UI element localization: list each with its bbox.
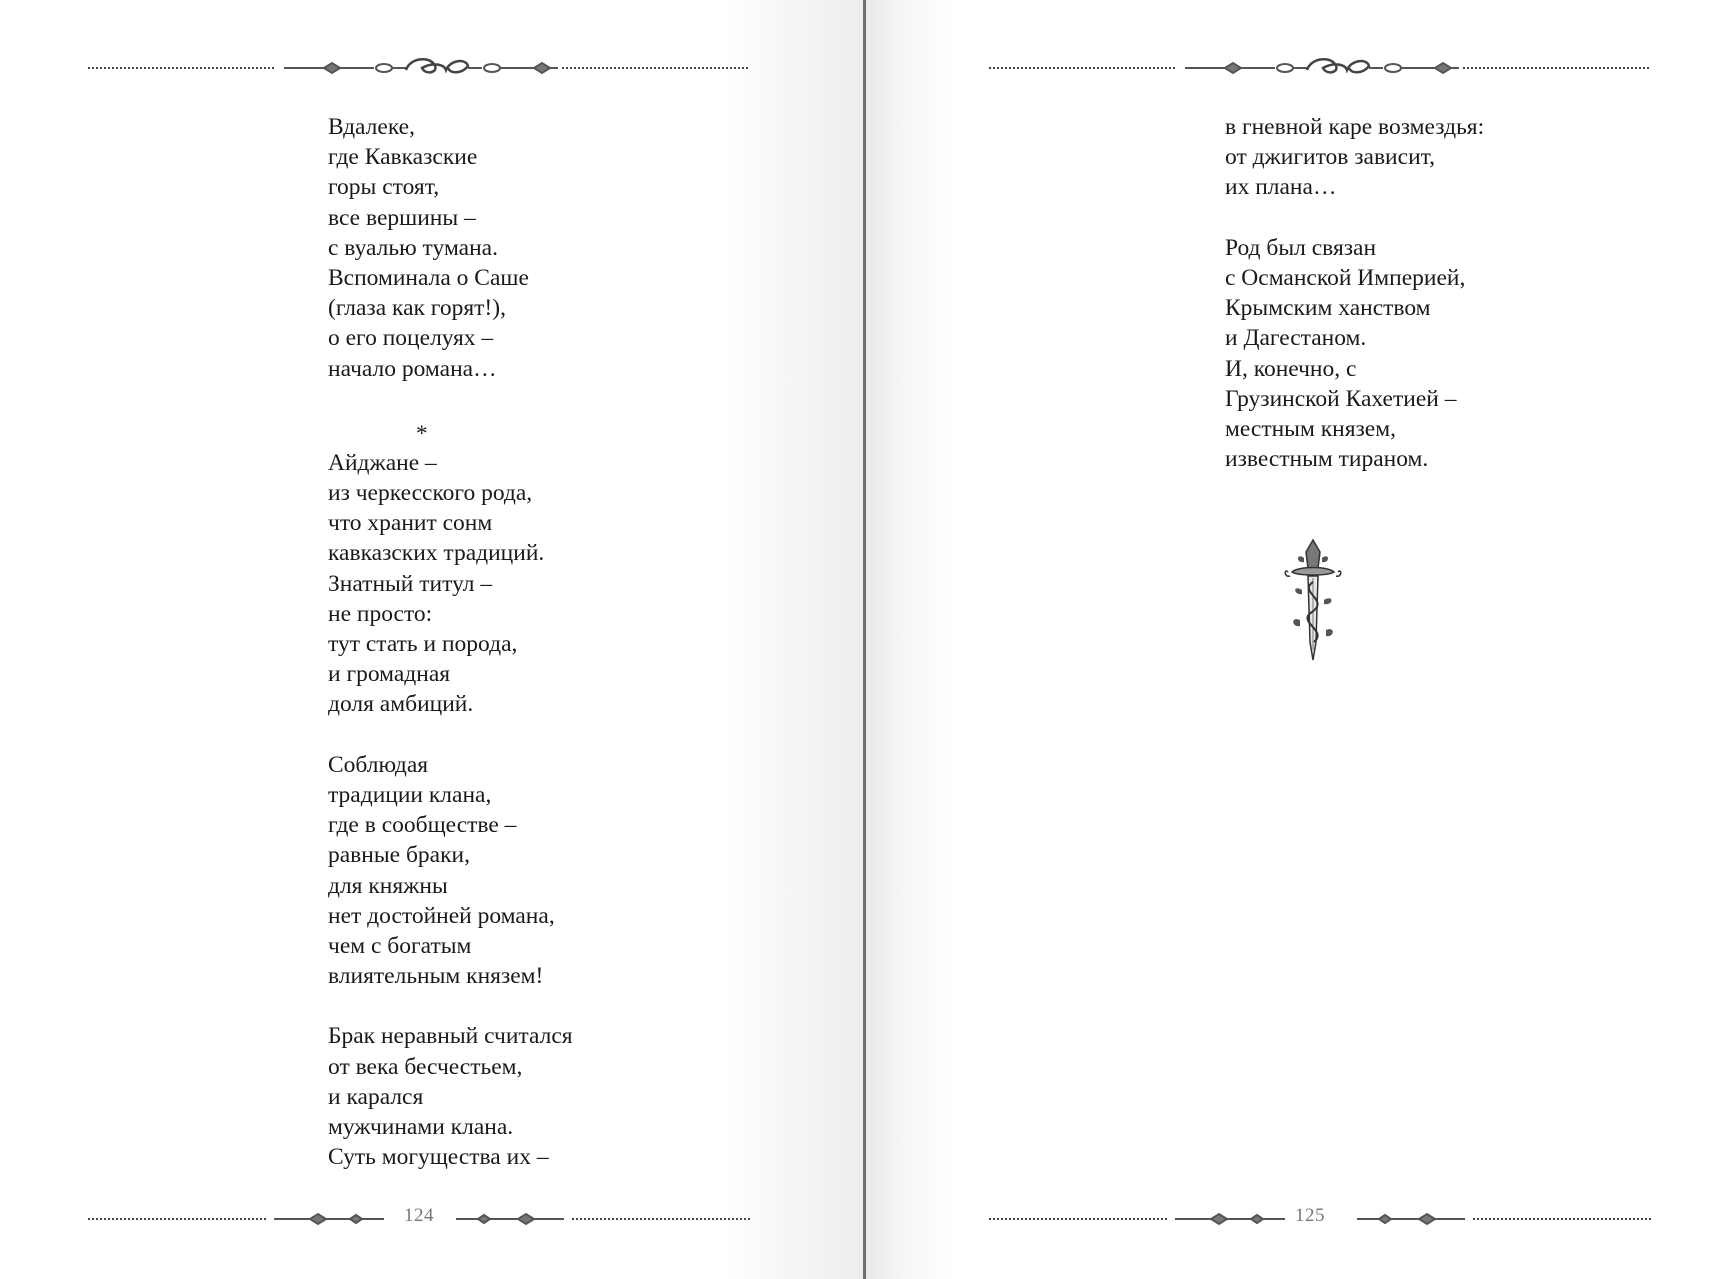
poem-line: не просто: (328, 600, 433, 627)
poem-line: Суть могущества их – (328, 1144, 549, 1171)
poem-line: мужчинами клана. (328, 1114, 514, 1140)
poem-line: что хранит сонм (328, 510, 493, 537)
stanza-gap (328, 720, 573, 750)
poem-line: для княжны (328, 872, 448, 899)
poem-line: известным тираном. (1225, 446, 1429, 473)
poem-line: (глаза как горят!), (328, 295, 506, 322)
poem-line: где в сообществе – (328, 812, 517, 839)
stanza-gap (328, 991, 573, 1021)
poem-line: Вдалеке, (328, 114, 415, 140)
poem-line: кавказских традиций. (328, 540, 545, 567)
poem-line: традиции клана, (328, 781, 492, 808)
poem-line: от джигитов зависит, (1225, 144, 1436, 171)
poem-line: где Кавказские (328, 144, 478, 171)
poem-line: Род был связан (1225, 234, 1377, 261)
section-asterisk: * (416, 420, 428, 446)
scroll-flourish-icon (989, 56, 1651, 80)
poem-line: о его поцелуях – (328, 325, 494, 352)
poem-line: Брак неравный считался (328, 1023, 573, 1050)
poem-line: Крымским ханством (1225, 295, 1431, 322)
stanza-gap (1225, 203, 1484, 233)
poem-line: горы стоят, (328, 174, 440, 201)
poem-line: Вспоминала о Саше (328, 264, 529, 291)
poem-line: И, конечно, с (1225, 355, 1357, 382)
poem-line: и Дагестаном. (1225, 325, 1367, 352)
header-ornament (989, 56, 1651, 80)
page-number: 124 (400, 1205, 438, 1227)
page-number: 125 (1291, 1205, 1329, 1227)
poem-line: их плана… (1225, 174, 1337, 201)
poem-line: и карался (328, 1083, 424, 1110)
poem-line: от века бесчестьем, (328, 1053, 523, 1080)
poem-line: из черкесского рода, (328, 480, 533, 507)
poem-line: влиятельным князем! (328, 963, 544, 990)
poem-line: все вершины – (328, 204, 476, 231)
right-poem (1225, 112, 1484, 474)
poem-line: нет достойней романа, (328, 902, 555, 929)
poem-line: с Османской Империей, (1225, 264, 1466, 291)
stanza-gap (328, 384, 573, 414)
poem-line: местным князем, (1225, 415, 1396, 442)
header-ornament (88, 56, 750, 80)
poem-line: Соблюдая (328, 751, 429, 778)
poem-line: с вуалью тумана. (328, 234, 498, 261)
poem-line: чем с богатым (328, 932, 472, 959)
dagger-end-mark (1280, 538, 1346, 667)
poem-line: Знатный титул – (328, 570, 493, 597)
poem-line: и громадная (328, 661, 451, 688)
poem-line: Грузинской Кахетией – (1225, 385, 1457, 412)
left-poem (328, 112, 573, 1172)
poem-line: начало романа… (328, 355, 497, 382)
dagger-with-vine-icon (1280, 538, 1346, 662)
poem-line: равные браки, (328, 842, 470, 869)
poem-line: Айджане – (328, 449, 437, 476)
scroll-flourish-icon (88, 56, 750, 80)
poem-line: тут стать и порода, (328, 631, 518, 657)
poem-line: доля амбиций. (328, 691, 474, 718)
poem-line: в гневной каре возмездья: (1225, 114, 1485, 140)
